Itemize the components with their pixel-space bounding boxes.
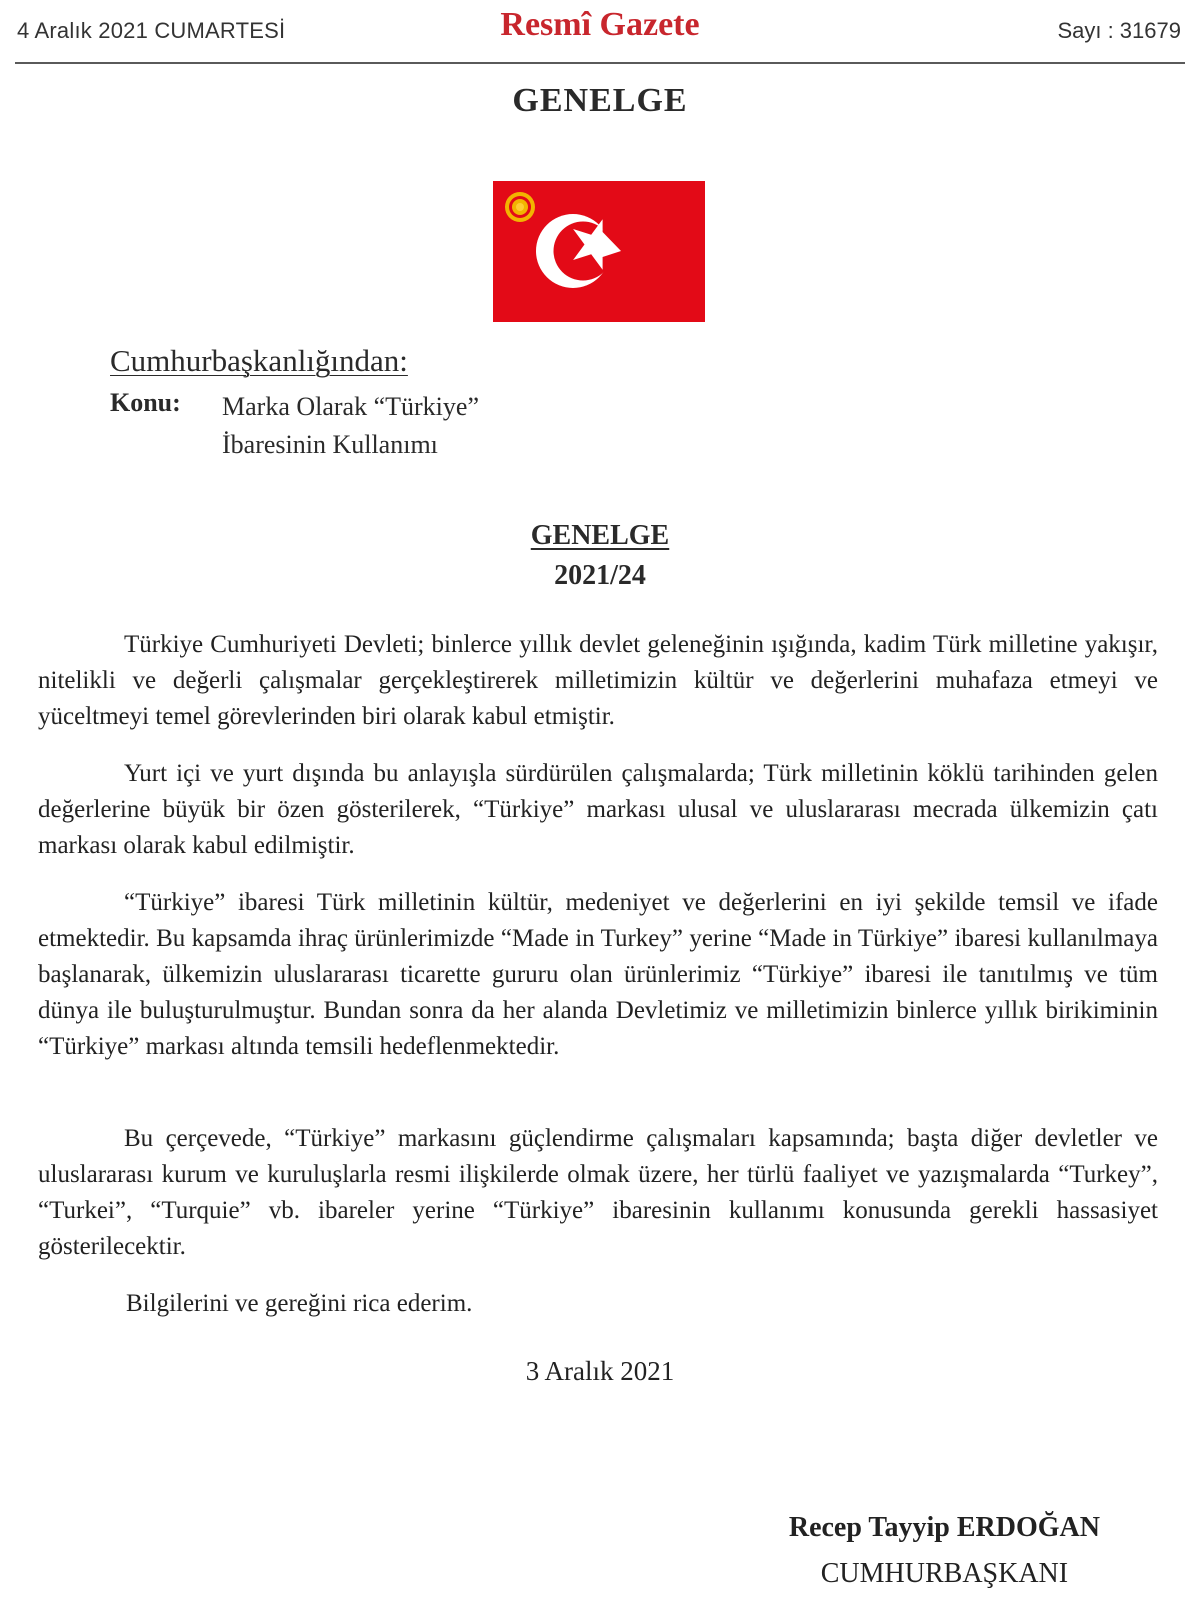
paragraph-1 — [38, 627, 1158, 735]
paragraph-text: Bu çerçevede, “Türkiye” markasını güçlendirme çalışmaları kapsamında; başta diğer devletler ve uluslararası kurum ve kuruluşlarla resmi ilişkilerde olmak üzere, her türlü faaliyet ve yazışmalarda “Turkey”, “Turkei”, “Turquie” vb. ibareler yerine “Türkiye” ibaresinin kullanımı konusunda gerekli hassasiyet gösterilecektir. — [38, 1125, 1158, 1260]
paragraph-text: Yurt içi ve yurt dışında bu anlayışla sürdürülen çalışmalarda; Türk milletinin köklü tarihinden gelen değerlerine büyük bir özen gösterilerek, “Türkiye” markası ulusal ve uluslararası mecrada ülkemizin çatı markası olarak kabul edilmiştir. — [38, 760, 1158, 859]
paragraph-text: Türkiye Cumhuriyeti Devleti; binlerce yıllık devlet geleneğinin ışığında, kadim Türk milletine yakışır, nitelikli ve değerli çalışmalar gerçekleştirerek milletimizin kültür ve değerlerini muhafaza etmeyi ve yüceltmeyi temel görevlerinden biri olarak kabul etmiştir. — [38, 631, 1158, 730]
issue-number: Sayı : 31679 — [1057, 18, 1181, 43]
signer-title: CUMHURBAŞKANI — [820, 1558, 1069, 1589]
header-date: 4 Aralık 2021 CUMARTESİ — [17, 18, 286, 43]
paragraph-text: “Türkiye” ibaresi Türk milletinin kültür, medeniyet ve değerlerini en iyi şekilde temsil ve ifade etmektedir. Bu kapsamda ihraç ürünlerimizde “Made in Turkey” yerine “Made in Türkiye” ibaresi kullanılmaya başlanarak, ülkemizin uluslararası ticarette gururu olan ürünlerimiz “Türkiye” ibaresi ile tanıtılmış ve tüm dünya ile buluşturulmuştur. Bundan sonra da her alanda Devletimiz ve milletimizin binlerce yıllık birikiminin “Türkiye” markası altında temsili hedeflenmektedir. — [38, 889, 1158, 1060]
turkish-presidential-flag — [493, 181, 705, 322]
issuer-line: Cumhurbaşkanlığından: — [110, 343, 408, 378]
circular-number: 2021/24 — [554, 560, 646, 591]
document-date: 3 Aralık 2021 — [525, 1356, 675, 1386]
paragraph-4 — [38, 1121, 1158, 1265]
subject-label: Konu: — [110, 388, 181, 417]
circular-title: GENELGE — [530, 520, 670, 551]
gazette-header — [15, 0, 1185, 64]
circular-heading — [0, 516, 1200, 596]
subject-text — [222, 388, 479, 464]
closing-line: Bilgilerini ve gereğini rica ederim. — [126, 1290, 473, 1317]
gazette-masthead: Resmî Gazete — [500, 6, 700, 43]
signer-name: Recep Tayyip ERDOĞAN — [788, 1512, 1100, 1543]
subject-line-1: Marka Olarak “Türkiye” — [222, 392, 479, 421]
signature-block — [789, 1505, 1100, 1597]
presidential-sun-emblem-icon — [505, 192, 535, 222]
subject-line-2: İbaresinin Kullanımı — [222, 430, 438, 459]
document-type-title: GENELGE — [512, 82, 688, 119]
paragraph-3 — [38, 885, 1158, 1065]
paragraph-2 — [38, 756, 1158, 864]
